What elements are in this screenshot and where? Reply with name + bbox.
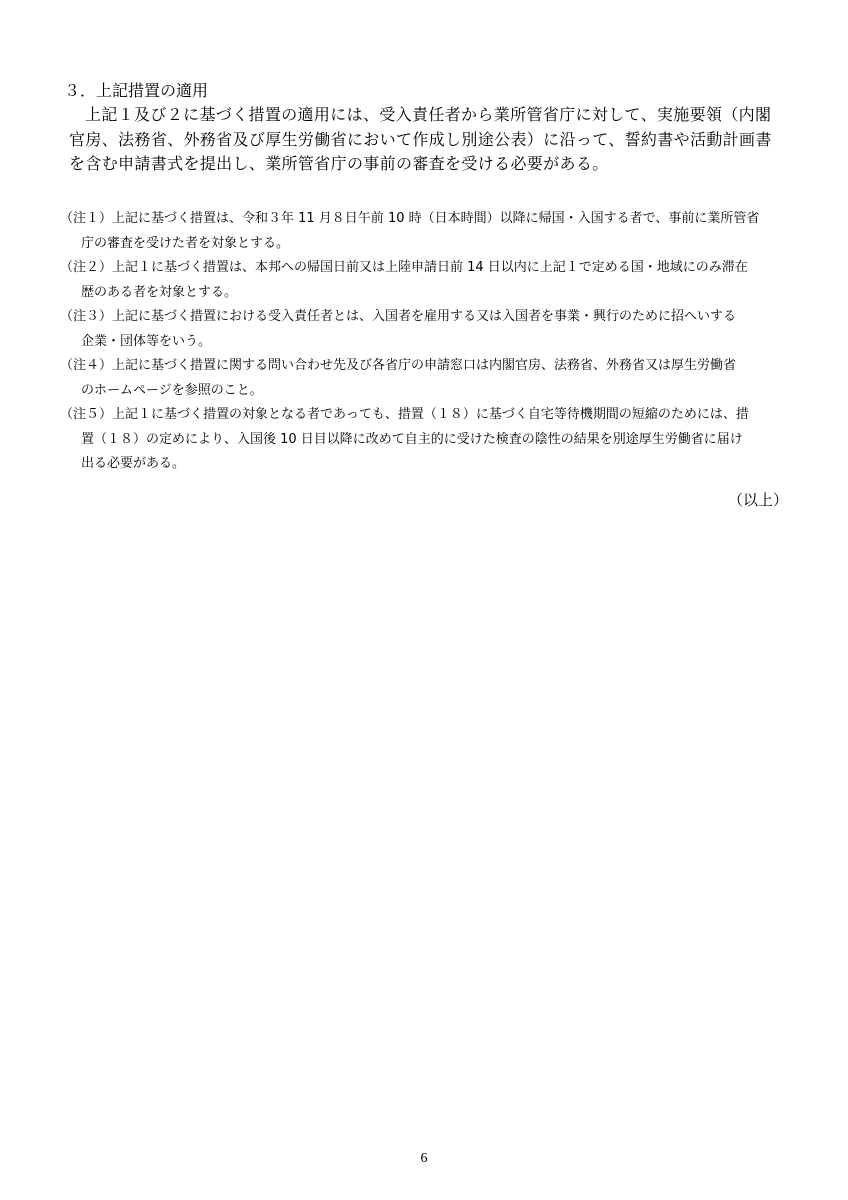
section-body xyxy=(64,103,808,177)
page-number: 6 xyxy=(420,1151,428,1166)
note-line: 歴のある者を対象とする。 xyxy=(81,284,238,300)
notes-list xyxy=(60,207,812,477)
note-3 xyxy=(60,305,812,354)
note-line: のホームページを参照のこと。 xyxy=(81,382,263,398)
note-line: 庁の審査を受けた者を対象とする。 xyxy=(81,235,290,251)
section-body-line: 官房、法務省、外務省及び厚生労働省において作成し別途公表）に沿って、誓約書や活動計画書 xyxy=(69,129,772,149)
section-body-line: 上記１及び２に基づく措置の適用には、受入責任者から業所管省庁に対して、実施要領（内閣 xyxy=(85,105,772,124)
note-line: （注４）上記に基づく措置に関する問い合わせ先及び各省庁の申請窓口は内閣官房、法務省、外務省又は厚生労働省 xyxy=(60,358,737,373)
note-line: 置（１８）の定めにより、入国後 10 日目以降に改めて自主的に受けた検査の陰性の結果を別途厚生労働省に届け xyxy=(81,431,743,447)
note-1 xyxy=(60,207,812,256)
note-line: （注３）上記に基づく措置における受入責任者とは、入国者を雇用する又は入国者を事業・興行のために招へいする xyxy=(60,309,737,324)
closing-mark: （以上） xyxy=(727,491,788,509)
note-line: 出る必要がある。 xyxy=(81,456,186,471)
note-2 xyxy=(60,256,812,305)
note-5 xyxy=(60,403,812,477)
note-line: （注５）上記１に基づく措置の対象となる者であっても、措置（１８）に基づく自宅等待機期間の短縮のためには、措 xyxy=(60,407,749,422)
note-4 xyxy=(60,354,812,403)
section-body-line: を含む申請書式を提出し、業所管省庁の事前の審査を受ける必要がある。 xyxy=(69,154,609,173)
note-line: 企業・団体等をいう。 xyxy=(81,333,212,349)
section-heading: ３．上記措置の適用 xyxy=(64,81,209,100)
note-line: （注１）上記に基づく措置は、令和３年 11 月８日午前 10 時（日本時間）以降に帰国・入国する者で、事前に業所管省 xyxy=(60,211,760,226)
note-line: （注２）上記１に基づく措置は、本邦への帰国日前又は上陸申請日前 14 日以内に上記１で定める国・地域にのみ滞在 xyxy=(60,260,748,275)
